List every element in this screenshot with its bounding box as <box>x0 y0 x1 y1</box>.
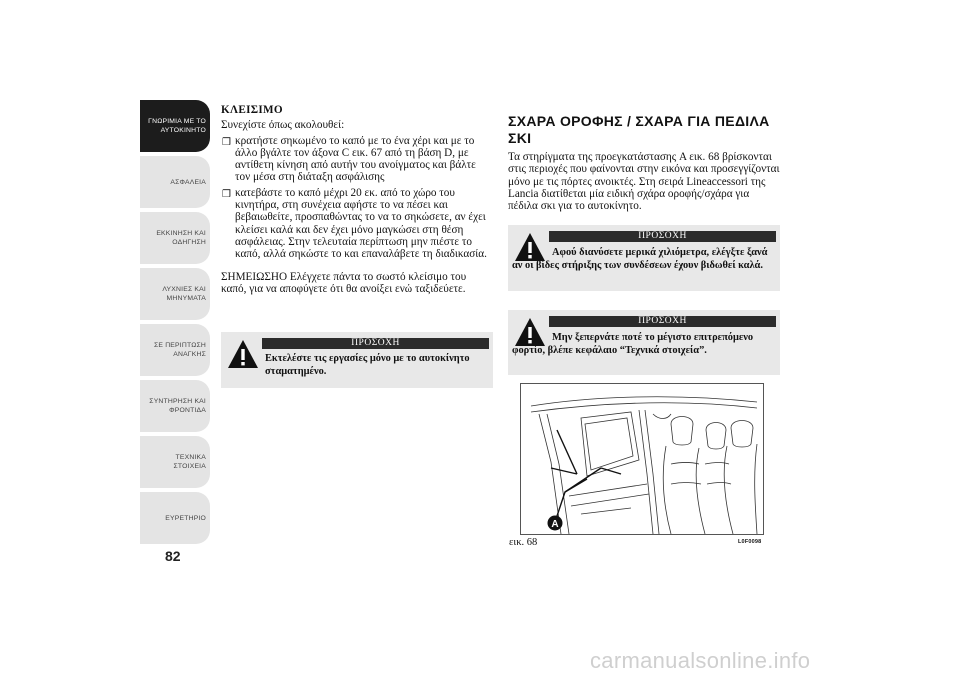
warning-text: Μην ξεπερνάτε ποτέ το μέγιστο επιτρεπόμενο φορτίο, βλέπε κεφάλαιο “Τεχνικά στοιχεία”. <box>512 332 754 356</box>
tab-safety[interactable] <box>140 156 210 208</box>
tab-label: ΤΕΧΝΙΚΑ ΣΤΟΙΧΕΙΑ <box>173 454 206 470</box>
tab-getting-to-know-car[interactable] <box>140 100 210 152</box>
intro-text: Συνεχίστε όπως ακολουθεί: <box>221 119 345 132</box>
list-item <box>221 187 493 261</box>
tab-maintenance[interactable] <box>140 380 210 432</box>
watermark: carmanualsonline.info <box>590 648 811 673</box>
tab-label: ΣΥΝΤΗΡΗΣΗ ΚΑΙ ΦΡΟΝΤΙΔΑ <box>149 398 206 414</box>
warning-title: ΠΡΟΣΟΧΗ <box>549 231 776 242</box>
tab-label: ΕΥΡΕΤΗΡΙΟ <box>165 514 206 522</box>
list-item <box>221 135 493 184</box>
warning-box <box>221 332 493 388</box>
tab-index[interactable] <box>140 492 210 544</box>
checkbox-bullet-icon: ❒ <box>222 136 231 148</box>
warning-triangle-icon <box>227 339 259 369</box>
car-interior-illustration <box>521 384 763 534</box>
page-number: 82 <box>165 548 181 564</box>
tab-label: ΓΝΩΡΙΜΙΑ ΜΕ ΤΟ ΑΥΤΟΚΙΝΗΤΟ <box>148 118 206 134</box>
figure-roof-rack-mounts <box>520 383 764 535</box>
warning-title: ΠΡΟΣΟΧΗ <box>262 338 489 349</box>
body-text: Τα στηρίγματα της προεγκατάστασης A εικ. 68 βρίσκονται στις περιοχές που φαίνονται στην εικόνα και προσεγγίζονται μόνο με τις πόρτες ανοικτές. Στη σειρά Lineaccessori της Lancia διατίθεται μία ειδική σχάρα οροφής/σχάρα για πέδιλα σκι για το αυτοκίνητο. <box>508 151 780 213</box>
tab-label: ΛΥΧΝΙΕΣ ΚΑΙ ΜΗΝΥΜΑΤΑ <box>162 286 206 302</box>
list-item-text: κρατήστε σηκωμένο το καπό με το ένα χέρι και με το άλλο βγάλτε τον άξονα C εικ. 67 από τη βάση D, με αντίθετη κίνηση από αυτήν του ανοίγματος και βάλτε τον μέσα στη διάταξη ασφάλισης <box>235 134 476 184</box>
note-text: ΣΗΜΕΙΩΣΗΟ Ελέγχετε πάντα το σωστό κλείσιμο του καπό, για να αποφύγετε ότι θα ανοίξει ενώ ταξιδεύετε. <box>221 270 467 295</box>
figure-caption: εικ. 68 <box>509 537 538 548</box>
tab-label: ΣΕ ΠΕΡΙΠΤΩΣΗ ΑΝΑΓΚΗΣ <box>153 342 206 358</box>
figure-code: L0F0098 <box>738 539 762 545</box>
warning-text: Αφού διανύσετε μερικά χιλιόμετρα, ελέγξτε ξανά αν οι βίδες στήριξης των συνδέσεων έχουν βιδωθεί καλά. <box>512 247 768 271</box>
tab-label: ΑΣΦΑΛΕΙΑ <box>170 178 206 186</box>
tab-technical-data[interactable] <box>140 436 210 488</box>
tab-emergency[interactable] <box>140 324 210 376</box>
tab-label: ΕΚΚΙΝΗΣΗ ΚΑΙ ΟΔΗΓΗΣΗ <box>156 230 206 246</box>
warning-box <box>508 225 780 291</box>
right-column <box>508 113 780 215</box>
section-heading-closing: ΚΛΕΙΣΙΜΟ <box>221 104 283 116</box>
section-title-roof-rack: ΣΧΑΡΑ ΟΡΟΦΗΣ / ΣΧΑΡΑ ΓΙΑ ΠΕΔΙΛΑ ΣΚΙ <box>508 113 770 146</box>
warning-text: Εκτελέστε τις εργασίες μόνο με το αυτοκίνητο σταματημένο. <box>265 353 470 377</box>
warning-title: ΠΡΟΣΟΧΗ <box>549 316 776 327</box>
tab-starting-driving[interactable] <box>140 212 210 264</box>
callout-a-label: A <box>551 519 559 530</box>
checkbox-bullet-icon: ❒ <box>222 188 231 200</box>
list-item-text: κατεβάστε το καπό μέχρι 20 εκ. από το χώρο του κινητήρα, στη συνέχεια αφήστε το να πέσει και βεβαιωθείτε, προσπαθώντας το να το σηκώσετε, αν έχει κλείσει καλά και δεν έχει μόνο μαγκώσει στη θέση ασφάλειας. Στην τελευταία περίπτωση μην πιέστε το καπό, αλλά σηκώστε το και επαναλάβετε τη διαδικασία. <box>235 186 487 261</box>
left-column <box>221 104 493 295</box>
tab-warning-lights[interactable] <box>140 268 210 320</box>
warning-box <box>508 310 780 375</box>
